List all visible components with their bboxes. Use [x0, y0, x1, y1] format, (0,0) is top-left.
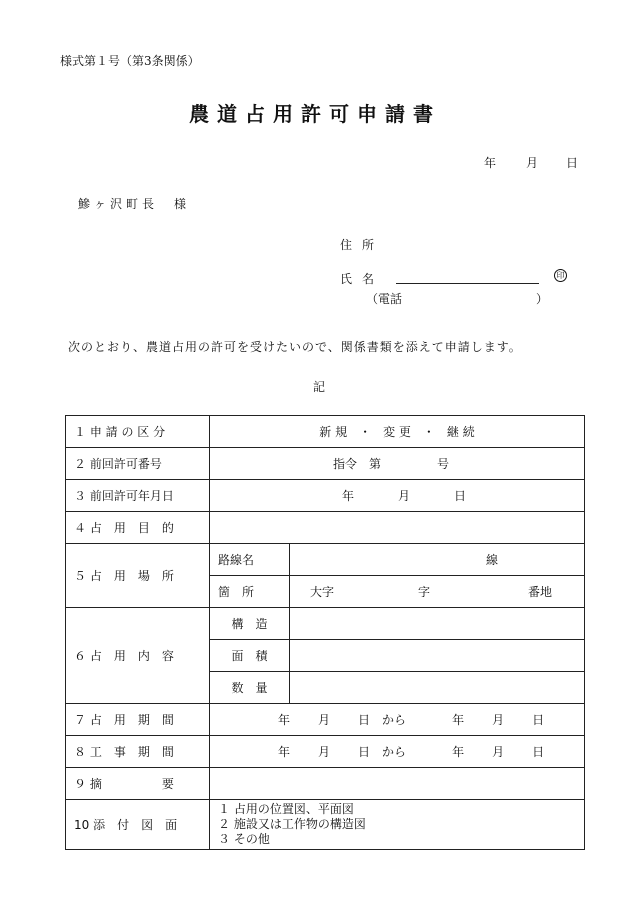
area-field[interactable] — [290, 640, 585, 672]
table-row — [66, 608, 585, 640]
name-underline — [396, 283, 539, 284]
month-label: 月 — [398, 489, 411, 503]
row-label-purpose: ４ 占 用 目 的 — [66, 512, 210, 544]
table-row — [66, 768, 585, 800]
occupancy-period-field[interactable] — [210, 704, 585, 736]
row-label-location: ５ 占 用 場 所 — [66, 544, 210, 608]
start-month-label: 月 — [318, 713, 331, 727]
structure-field[interactable] — [290, 608, 585, 640]
sublabel-structure: 構 造 — [210, 608, 290, 640]
end-year-label: 年 — [452, 713, 465, 727]
phone-close-paren: ） — [536, 292, 549, 306]
sublabel-quantity: 数 量 — [210, 672, 290, 704]
table-row — [66, 704, 585, 736]
table-row — [66, 448, 585, 480]
place-field[interactable] — [290, 576, 585, 608]
row-label-occupancy-period: ７ 占 用 期 間 — [66, 704, 210, 736]
attachment-item: ３ その他 — [218, 832, 270, 846]
row-label-category: １ 申 請 の 区 分 — [66, 416, 210, 448]
table-row — [66, 544, 585, 576]
row-label-construction-period: ８ 工 事 期 間 — [66, 736, 210, 768]
seal-mark: 印 — [554, 269, 567, 282]
from-label: から — [382, 713, 407, 727]
table-row — [66, 800, 585, 850]
date-day-label: 日 — [566, 156, 579, 170]
application-table — [65, 415, 585, 850]
phone-label: （電話 — [366, 292, 403, 306]
route-name-field[interactable] — [290, 544, 585, 576]
application-statement: 次のとおり、農道占用の許可を受けたいので、関係書類を添えて申請します。 — [68, 340, 522, 354]
end-day-label: 日 — [532, 745, 545, 759]
end-month-label: 月 — [492, 745, 505, 759]
table-row — [66, 416, 585, 448]
start-month-label: 月 — [318, 745, 331, 759]
row-label-content: ６ 占 用 内 容 — [66, 608, 210, 704]
address-label: 住所 — [340, 238, 385, 252]
purpose-field[interactable] — [210, 512, 585, 544]
banchi-label: 番地 — [528, 585, 553, 599]
table-row — [66, 480, 585, 512]
date-month-label: 月 — [526, 156, 539, 170]
year-label: 年 — [342, 489, 355, 503]
start-day-label: 日 — [358, 745, 371, 759]
attachment-item: ２ 施設又は工作物の構造図 — [218, 817, 366, 831]
number-suffix: 号 — [437, 457, 450, 471]
end-month-label: 月 — [492, 713, 505, 727]
remarks-field[interactable] — [210, 768, 585, 800]
category-options[interactable]: 新 規 ・ 変 更 ・ 継 続 — [210, 416, 585, 448]
row-label-prev-date: ３ 前回許可年月日 — [66, 480, 210, 512]
end-day-label: 日 — [532, 713, 545, 727]
end-year-label: 年 — [452, 745, 465, 759]
sublabel-area: 面 積 — [210, 640, 290, 672]
aza-label: 字 — [418, 585, 431, 599]
page-title: 農道占用許可申請書 — [189, 102, 441, 126]
start-day-label: 日 — [358, 713, 371, 727]
oaza-label: 大字 — [310, 585, 335, 599]
row-label-prev-number: ２ 前回許可番号 — [66, 448, 210, 480]
table-row — [66, 736, 585, 768]
order-number-label: 指令 第 — [333, 457, 382, 471]
attachment-item: １ 占用の位置図、平面図 — [218, 802, 354, 816]
from-label: から — [382, 745, 407, 759]
addressee: 鰺ヶ沢町長 様 — [78, 197, 191, 211]
prev-date-field[interactable] — [210, 480, 585, 512]
table-row — [66, 512, 585, 544]
row-label-attachments: 10 添 付 図 面 — [66, 800, 210, 850]
prev-number-field[interactable] — [210, 448, 585, 480]
date-year-label: 年 — [484, 156, 497, 170]
form-code: 様式第１号（第3条関係） — [60, 54, 200, 68]
route-suffix: 線 — [486, 553, 499, 567]
start-year-label: 年 — [278, 713, 291, 727]
name-label: 氏名 — [340, 272, 385, 286]
ki-heading: 記 — [313, 380, 326, 394]
day-label: 日 — [454, 489, 467, 503]
attachments-list — [210, 800, 585, 850]
start-year-label: 年 — [278, 745, 291, 759]
sublabel-route-name: 路線名 — [210, 544, 290, 576]
row-label-remarks: ９ 摘 要 — [66, 768, 210, 800]
sublabel-place: 箇 所 — [210, 576, 290, 608]
quantity-field[interactable] — [290, 672, 585, 704]
construction-period-field[interactable] — [210, 736, 585, 768]
